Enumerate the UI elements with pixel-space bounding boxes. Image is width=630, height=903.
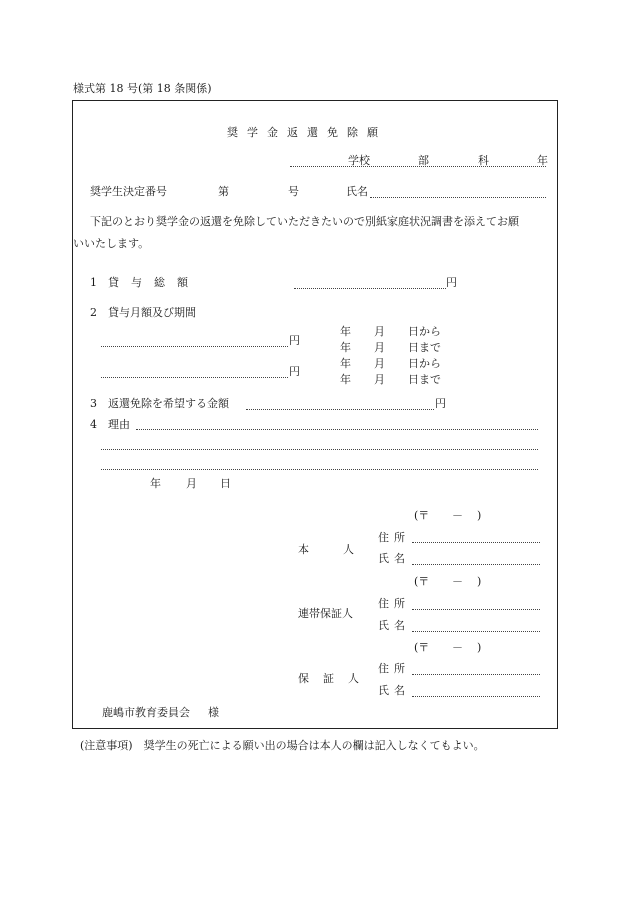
honorific: 様 (208, 706, 219, 719)
intro-text-line2: いいたします。 (73, 237, 150, 250)
item3-number: 3 (90, 397, 97, 410)
period2-to-month: 月 (374, 373, 385, 386)
joint-postal-close: ) (477, 575, 482, 588)
guarantor-address-label: 住所 (378, 662, 410, 675)
decision-dai-label: 第 (218, 185, 229, 198)
period1-from-year: 年 (340, 325, 351, 338)
date-year: 年 (150, 477, 161, 490)
guarantor-name-field[interactable] (412, 696, 540, 697)
reason-line-2[interactable] (101, 449, 538, 450)
date-month: 月 (186, 477, 197, 490)
guarantor-address-field[interactable] (412, 674, 540, 675)
joint-name-label: 氏名 (378, 619, 410, 632)
period1-to-month: 月 (374, 341, 385, 354)
period1-from-day: 日から (408, 325, 441, 338)
guarantor-postal-mark: (〒 (414, 641, 430, 654)
dept-label: 部 (418, 154, 429, 167)
item2-unit-1: 円 (289, 334, 300, 347)
principal-address-field[interactable] (412, 542, 540, 543)
joint-postal-mark: (〒 (414, 575, 430, 588)
joint-address-field[interactable] (412, 609, 540, 610)
period2-to-day: 日まで (408, 373, 441, 386)
item3-label: 返還免除を希望する金額 (108, 397, 229, 410)
decision-number-label: 奨学生決定番号 (90, 185, 167, 198)
joint-postal-dash: － (452, 575, 463, 588)
item1-number: 1 (90, 276, 97, 289)
form-number: 様式第 18 号(第 18 条関係) (73, 82, 212, 95)
item3-amount-field[interactable] (246, 409, 434, 410)
school-label: 学校 (348, 154, 370, 167)
principal-name-field[interactable] (412, 564, 540, 565)
item4-label: 理由 (108, 418, 130, 431)
item3-unit: 円 (435, 397, 446, 410)
principal-postal-mark: (〒 (414, 509, 430, 522)
year-label: 年 (537, 154, 548, 167)
principal-postal-close: ) (477, 509, 482, 522)
item1-label: 貸与総額 (108, 276, 200, 289)
note: (注意事項) 奨学生の死亡による願い出の場合は本人の欄は記入しなくてもよい。 (80, 739, 485, 752)
guarantor-label: 保証人 (298, 672, 373, 685)
student-name-field[interactable] (370, 197, 546, 198)
joint-address-label: 住所 (378, 597, 410, 610)
date-day: 日 (220, 477, 231, 490)
item1-amount-field[interactable] (294, 288, 446, 289)
reason-line-1[interactable] (136, 429, 538, 430)
principal-address-label: 住所 (378, 531, 410, 544)
item2-unit-2: 円 (289, 365, 300, 378)
guarantor-name-label: 氏名 (378, 684, 410, 697)
intro-text-line1: 下記のとおり奨学金の返還を免除していただきたいので別紙家庭状況調書を添えてお願 (90, 215, 519, 228)
period1-to-year: 年 (340, 341, 351, 354)
form-title: 奨学金返還免除願 (227, 126, 387, 139)
item2-amount-field-2[interactable] (101, 377, 288, 378)
joint-guarantor-label: 連帯保証人 (298, 607, 353, 620)
principal-name-label: 氏名 (378, 552, 410, 565)
period1-to-day: 日まで (408, 341, 441, 354)
period2-to-year: 年 (340, 373, 351, 386)
item2-number: 2 (90, 306, 97, 319)
item2-label: 貸与月額及び期間 (108, 306, 196, 319)
student-name-label: 氏名 (346, 185, 368, 198)
item1-unit: 円 (446, 276, 457, 289)
subject-label: 科 (478, 154, 489, 167)
period2-from-day: 日から (408, 357, 441, 370)
principal-label: 本人 (298, 543, 388, 556)
addressee: 鹿嶋市教育委員会 (102, 706, 190, 719)
item4-number: 4 (90, 418, 97, 431)
guarantor-postal-close: ) (477, 641, 482, 654)
period1-from-month: 月 (374, 325, 385, 338)
guarantor-postal-dash: － (452, 641, 463, 654)
decision-go-label: 号 (288, 185, 299, 198)
item2-amount-field-1[interactable] (101, 346, 288, 347)
joint-name-field[interactable] (412, 631, 540, 632)
period2-from-month: 月 (374, 357, 385, 370)
principal-postal-dash: － (452, 509, 463, 522)
reason-line-3[interactable] (101, 469, 538, 470)
period2-from-year: 年 (340, 357, 351, 370)
